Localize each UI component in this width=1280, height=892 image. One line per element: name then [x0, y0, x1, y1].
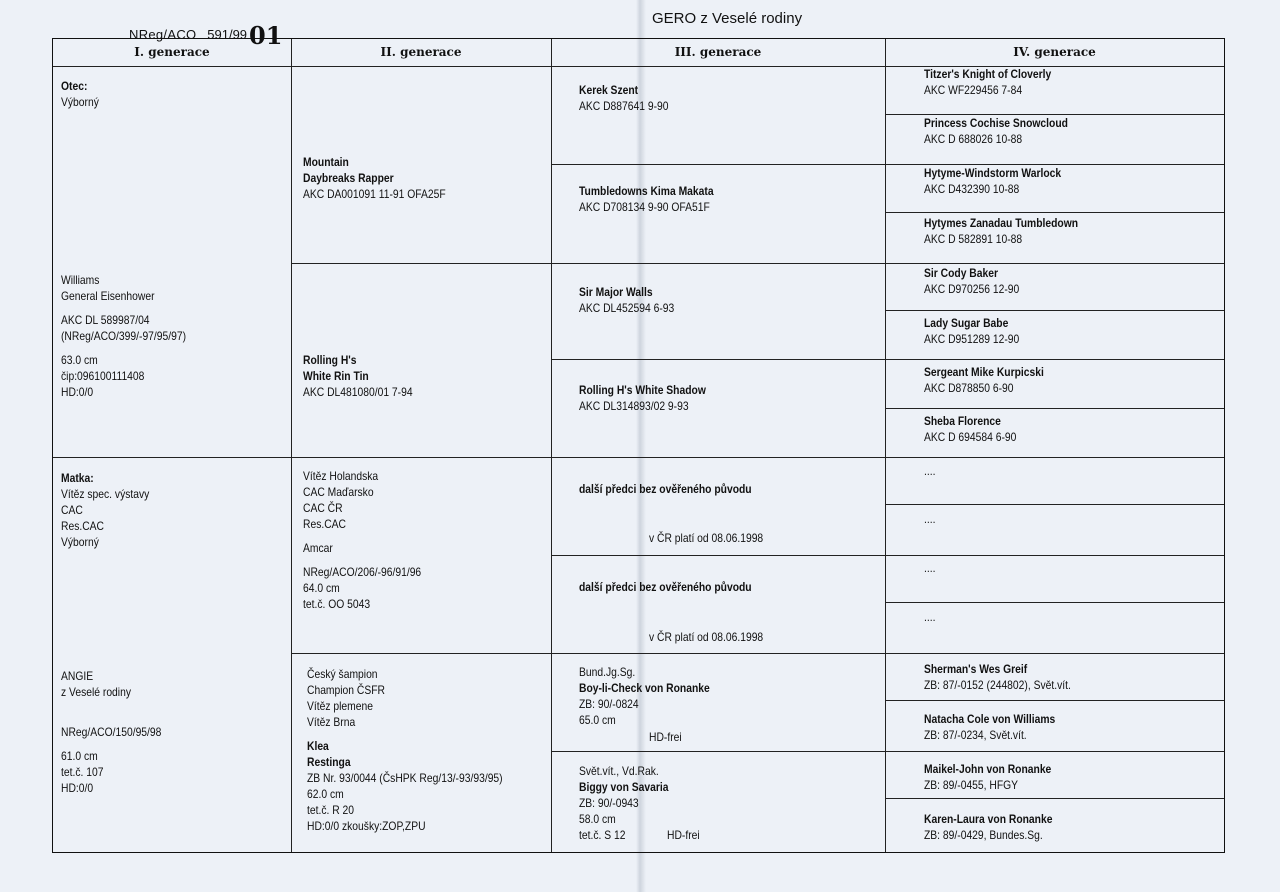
sire-details [61, 272, 206, 400]
dam-registration: NReg/ACO/150/95/98 [61, 725, 162, 739]
dam-rating: Výborný [61, 535, 99, 549]
row-divider [551, 555, 1224, 556]
gen2-dd-height: 62.0 cm [307, 787, 344, 801]
gen4-ancestor-5 [924, 265, 1035, 297]
gen3-title: Svět.vít., Vd.Rak. [579, 764, 659, 778]
column-divider [551, 39, 552, 852]
gen4-name: Lady Sugar Babe [924, 316, 1009, 330]
sire-height: 63.0 cm [61, 353, 98, 367]
row-divider [291, 263, 1224, 264]
gen2-sd-name-line2: White Rin Tin [303, 369, 369, 383]
dam-cell [61, 470, 164, 550]
gen4-ancestor-12 [924, 609, 937, 625]
sire-name-line2: General Eisenhower [61, 289, 155, 303]
sire-registration: AKC DL 589987/04 [61, 313, 150, 327]
gen3-reg: AKC DL452594 6-93 [579, 301, 675, 315]
registration-suffix: 01 [249, 21, 283, 50]
dam-hd: HD:0/0 [61, 781, 94, 795]
gen2-ds-title-4: Res.CAC [303, 517, 347, 531]
gen2-dd-title-4: Vítěz Brna [307, 715, 356, 729]
gen4-ancestor-11 [924, 560, 937, 576]
gen4-name: Princess Cochise Snowcloud [924, 116, 1068, 130]
gen3-name: Boy-li-Check von Ronanke [579, 681, 710, 695]
gen2-dd-title-3: Vítěz plemene [307, 699, 373, 713]
gen4-reg: AKC D 688026 10-88 [924, 132, 1023, 146]
column-header-gen2: II. generace [380, 45, 462, 59]
gen4-reg: ZB: 87/-0152 (244802), Svět.vít. [924, 678, 1071, 692]
gen4-ancestor-3 [924, 165, 1083, 197]
gen4-name: Sherman's Wes Greif [924, 662, 1028, 676]
gen2-ds-title-1: Vítěz Holandska [303, 469, 379, 483]
gen3-reg: AKC DL314893/02 9-93 [579, 399, 689, 413]
dam-height: 61.0 cm [61, 749, 98, 763]
gen2-dd-tattoo: tet.č. R 20 [307, 803, 355, 817]
row-divider [885, 408, 1224, 409]
column-header-gen1: I. generace [134, 45, 210, 59]
column-header-gen3: III. generace [674, 45, 762, 59]
gen4-reg: AKC D 694584 6-90 [924, 430, 1017, 444]
gen4-name: .... [924, 610, 936, 624]
gen2-dd-name-line2: Restinga [307, 755, 351, 769]
gen3-ancestor-3 [579, 284, 690, 316]
gen4-ancestor-4 [924, 215, 1103, 247]
gen3-name: další předci bez ověřeného původu [579, 482, 752, 496]
dam-name: ANGIE [61, 669, 94, 683]
gen2-dam-dam [307, 666, 534, 834]
sire-name: Williams [61, 273, 100, 287]
row-divider [551, 751, 1224, 752]
dam-details [61, 668, 178, 796]
gen2-ss-reg: AKC DA001091 11-91 OFA25F [303, 187, 446, 201]
gen2-dd-reg: ZB Nr. 93/0044 (ČsHPK Reg/13/-93/93/95) [307, 771, 503, 785]
gen4-ancestor-6 [924, 315, 1035, 347]
gen3-hd: HD-frei [667, 828, 700, 842]
row-divider [551, 164, 1224, 165]
gen2-ds-title-2: CAC Maďarsko [303, 485, 374, 499]
gen3-reg: ZB: 90/-0824 [579, 697, 639, 711]
gen4-name: Natacha Cole von Williams [924, 712, 1056, 726]
row-divider [885, 504, 1224, 505]
sire-cell [61, 78, 105, 110]
gen3-reg: ZB: 90/-0943 [579, 796, 639, 810]
row-divider [53, 457, 1224, 458]
gen3-note: v ČR platí od 08.06.1998 [649, 630, 764, 644]
gen3-name: Rolling H's White Shadow [579, 383, 706, 397]
registration-prefix: NReg/ACO [129, 27, 197, 42]
gen2-ds-reg: NReg/ACO/206/-96/91/96 [303, 565, 422, 579]
gen3-name: další předci bez ověřeného původu [579, 580, 752, 594]
row-divider [885, 798, 1224, 799]
gen4-name: .... [924, 561, 936, 575]
dam-label: Matka: [61, 471, 94, 485]
gen3-ancestor-1 [579, 82, 683, 114]
row-divider [885, 700, 1224, 701]
gen2-ds-name: Amcar [303, 541, 333, 555]
gen2-sd-reg: AKC DL481080/01 7-94 [303, 385, 413, 399]
dam-title-1: Vítěz spec. výstavy [61, 487, 150, 501]
dam-name-line2: z Veselé rodiny [61, 685, 131, 699]
gen4-name: Sergeant Mike Kurpicski [924, 365, 1044, 379]
gen3-reg: AKC D708134 9-90 OFA51F [579, 200, 710, 214]
gen3-ancestor-5 [579, 481, 780, 497]
gen3-height: 58.0 cm [579, 812, 616, 826]
gen3-ancestor-6 [579, 579, 780, 595]
gen2-sire-sire [303, 154, 469, 202]
gen3-name: Tumbledowns Kima Makata [579, 184, 714, 198]
gen4-name: .... [924, 464, 936, 478]
gen3-hd-7 [649, 729, 687, 745]
gen2-ds-height: 64.0 cm [303, 581, 340, 595]
gen3-name: Sir Major Walls [579, 285, 653, 299]
gen2-dd-title-1: Český šampion [307, 667, 378, 681]
gen2-ds-tattoo: tet.č. OO 5043 [303, 597, 371, 611]
gen3-ancestor-2 [579, 183, 735, 215]
gen3-title: Bund.Jg.Sg. [579, 665, 636, 679]
gen4-name: Titzer's Knight of Cloverly [924, 67, 1052, 81]
gen4-name: Hytymes Zanadau Tumbledown [924, 216, 1079, 230]
sire-hd: HD:0/0 [61, 385, 94, 399]
row-divider [885, 212, 1224, 213]
sire-chip: čip:096100111408 [61, 369, 145, 383]
gen2-dam-sire [303, 468, 440, 612]
gen4-ancestor-15 [924, 761, 1072, 793]
gen2-sd-name: Rolling H's [303, 353, 357, 367]
registration-number: 591/99 [207, 27, 248, 42]
gen3-note: v ČR platí od 08.06.1998 [649, 531, 764, 545]
gen3-hd: HD-frei [649, 730, 682, 744]
gen4-name: Karen-Laura von Ronanke [924, 812, 1053, 826]
gen4-ancestor-2 [924, 115, 1091, 147]
gen2-dd-hd: HD:0/0 zkoušky:ZOP,ZPU [307, 819, 426, 833]
gen3-note-6 [649, 629, 782, 645]
gen4-name: .... [924, 512, 936, 526]
gen4-reg: AKC D951289 12-90 [924, 332, 1020, 346]
row-divider [885, 602, 1224, 603]
gen3-ancestor-7 [579, 664, 731, 728]
gen2-sire-dam [303, 352, 430, 400]
gen4-ancestor-8 [924, 413, 1031, 445]
dam-tattoo: tet.č. 107 [61, 765, 104, 779]
gen3-reg: AKC D887641 9-90 [579, 99, 669, 113]
dog-name-title: GERO z Veselé rodiny [652, 10, 803, 27]
sire-label: Otec: [61, 79, 88, 93]
gen3-name: Kerek Szent [579, 83, 639, 97]
gen2-ss-name: Mountain [303, 155, 349, 169]
gen3-hd-8 [667, 827, 705, 843]
sire-registration-2: (NReg/ACO/399/-97/95/97) [61, 329, 187, 343]
sire-rating: Výborný [61, 95, 99, 109]
dam-title-3: Res.CAC [61, 519, 105, 533]
gen4-name: Maikel-John von Ronanke [924, 762, 1052, 776]
pedigree-table [52, 38, 1225, 853]
gen4-ancestor-7 [924, 364, 1063, 396]
gen3-ancestor-4 [579, 382, 727, 414]
gen3-name: Biggy von Savaria [579, 780, 669, 794]
row-divider [885, 310, 1224, 311]
column-header-gen4: IV. generace [1013, 45, 1096, 59]
column-divider [885, 39, 886, 852]
dam-title-2: CAC [61, 503, 83, 517]
gen3-note-5 [649, 530, 782, 546]
gen4-reg: AKC WF229456 7-84 [924, 83, 1023, 97]
gen4-reg: ZB: 89/-0455, HFGY [924, 778, 1019, 792]
gen2-ss-name-line2: Daybreaks Rapper [303, 171, 394, 185]
row-divider [551, 359, 1224, 360]
gen4-ancestor-9 [924, 463, 937, 479]
gen2-ds-title-3: CAC ČR [303, 501, 343, 515]
gen4-reg: AKC D432390 10-88 [924, 182, 1020, 196]
gen4-reg: AKC D878850 6-90 [924, 381, 1014, 395]
gen2-dd-name: Klea [307, 739, 329, 753]
gen4-reg: ZB: 89/-0429, Bundes.Sg. [924, 828, 1043, 842]
gen4-reg: AKC D970256 12-90 [924, 282, 1020, 296]
gen4-ancestor-14 [924, 711, 1077, 743]
gen4-name: Sir Cody Baker [924, 266, 999, 280]
gen4-reg: AKC D 582891 10-88 [924, 232, 1023, 246]
gen4-ancestor-1 [924, 66, 1072, 98]
gen4-name: Sheba Florence [924, 414, 1001, 428]
gen3-tattoo: tet.č. S 12 [579, 828, 626, 842]
gen3-height: 65.0 cm [579, 713, 616, 727]
gen4-ancestor-13 [924, 661, 1095, 693]
row-divider [291, 653, 1224, 654]
column-divider [291, 39, 292, 852]
gen4-name: Hytyme-Windstorm Warlock [924, 166, 1062, 180]
gen4-ancestor-16 [924, 811, 1073, 843]
gen4-ancestor-10 [924, 511, 937, 527]
gen2-dd-title-2: Champion ČSFR [307, 683, 386, 697]
gen4-reg: ZB: 87/-0234, Svět.vít. [924, 728, 1027, 742]
